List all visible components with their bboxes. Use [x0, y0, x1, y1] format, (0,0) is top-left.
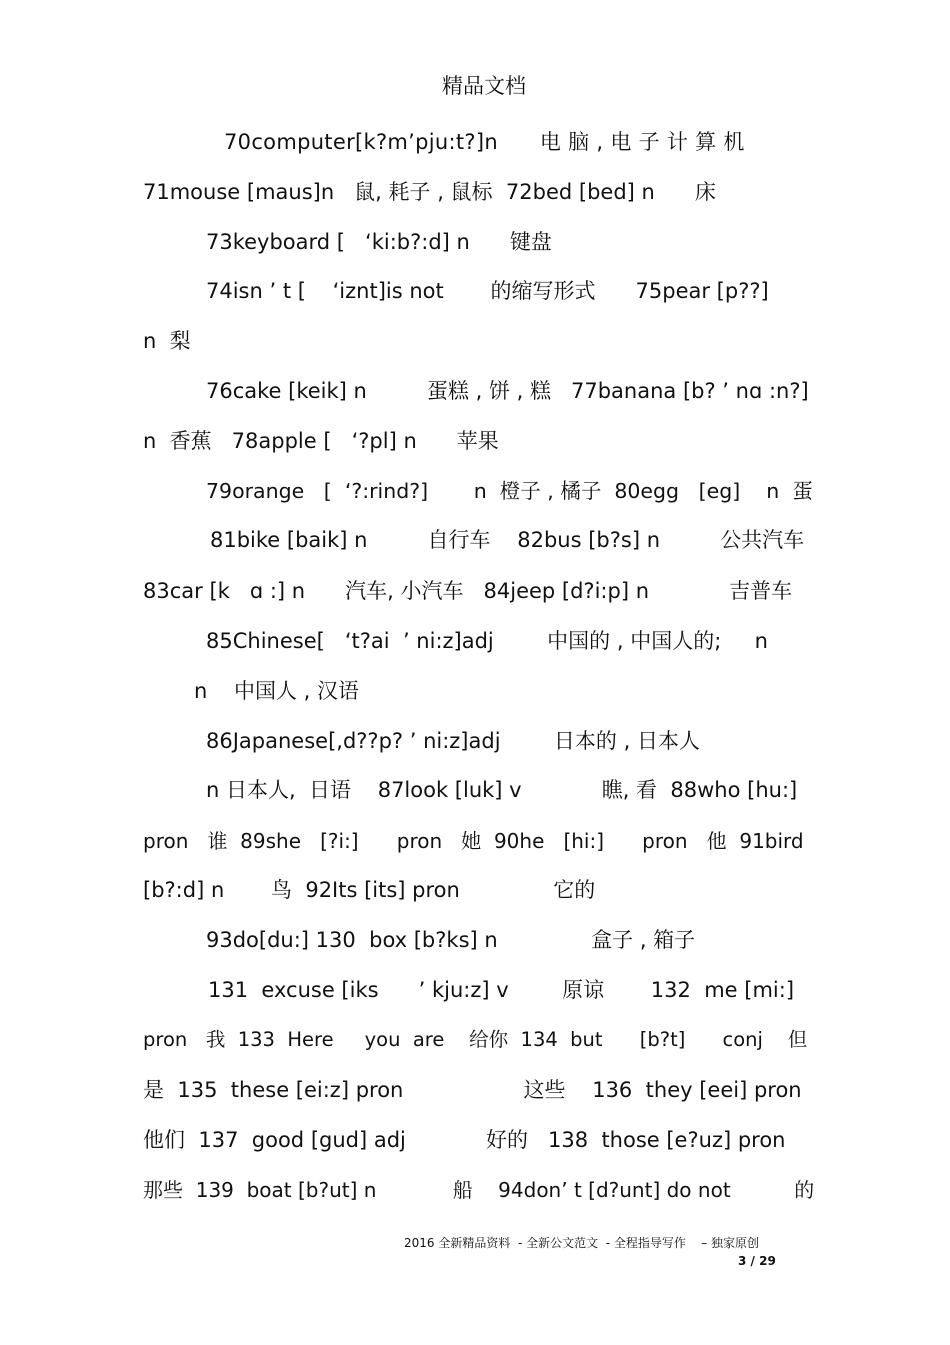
text-line: [b?:d] n 鸟 92Its [its] pron 它的 [143, 878, 596, 902]
text-line: 85Chinese[ ‘t?ai ’ ni:z]adj 中国的 , 中国人的; n [206, 629, 768, 653]
text-line: 是 135 these [ei:z] pron 这些 136 they [eei] pron [143, 1078, 802, 1102]
text-line: n 梨 [143, 329, 191, 353]
text-line: 81bike [baik] n 自行车 82bus [b?s] n 公共汽车 [210, 528, 805, 552]
text-line: 71mouse [maus]n 鼠, 耗子 , 鼠标 72bed [bed] n 床 [143, 180, 716, 204]
text-line: 131 excuse [iks ’ kju:z] v 原谅 132 me [mi:] [208, 978, 795, 1002]
text-line: pron 我 133 Here you are 给你 134 but [b?t] conj 但 [143, 1028, 808, 1051]
text-line: 他们 137 good [gud] adj 好的 138 those [e?uz] pron [143, 1128, 786, 1152]
text-line: n 日本人, 日语 87look [luk] v 瞧, 看 88who [hu:] [206, 778, 798, 802]
text-line: 那些 139 boat [b?ut] n 船 94don’ t [d?unt] do not 的 [143, 1178, 815, 1202]
text-line: 83car [k ɑ :] n 汽车, 小汽车 84jeep [d?i:p] n 吉普车 [143, 579, 793, 603]
text-line: 74isn ’ t [ ‘iznt]is not 的缩写形式 75pear [p??] [206, 279, 769, 303]
text-line: n 香蕉 78apple [ ‘?pl] n 苹果 [143, 429, 499, 453]
text-line: 73keyboard [ ‘ki:b?:d] n 键盘 [206, 230, 552, 254]
text-line: 93do[du:] 130 box [b?ks] n 盒子 , 箱子 [206, 928, 696, 952]
text-line: 70computer[k?m’pju:t?]n 电 脑 , 电 子 计 算 机 [224, 130, 745, 154]
text-line: 86Japanese[,d??p? ’ ni:z]adj 日本的 , 日本人 [206, 729, 700, 753]
footer-note: 2016 全新精品资料 - 全新公文范文 - 全程指导写作 – 独家原创 [404, 1236, 759, 1250]
page-title: 精品文档 [442, 74, 526, 98]
text-line: 79orange [ ‘?:rind?] n 橙子 , 橘子 80egg [eg] n 蛋 [206, 479, 813, 503]
text-line: 76cake [keik] n 蛋糕 , 饼 , 糕 77banana [b? ’ nɑ :n?] [206, 379, 809, 403]
text-line: pron 谁 89she [?i:] pron 她 90he [hi:] pron 他 91bird [143, 829, 804, 853]
text-line: n 中国人 , 汉语 [194, 679, 360, 703]
page-number: 3 / 29 [738, 1254, 776, 1268]
